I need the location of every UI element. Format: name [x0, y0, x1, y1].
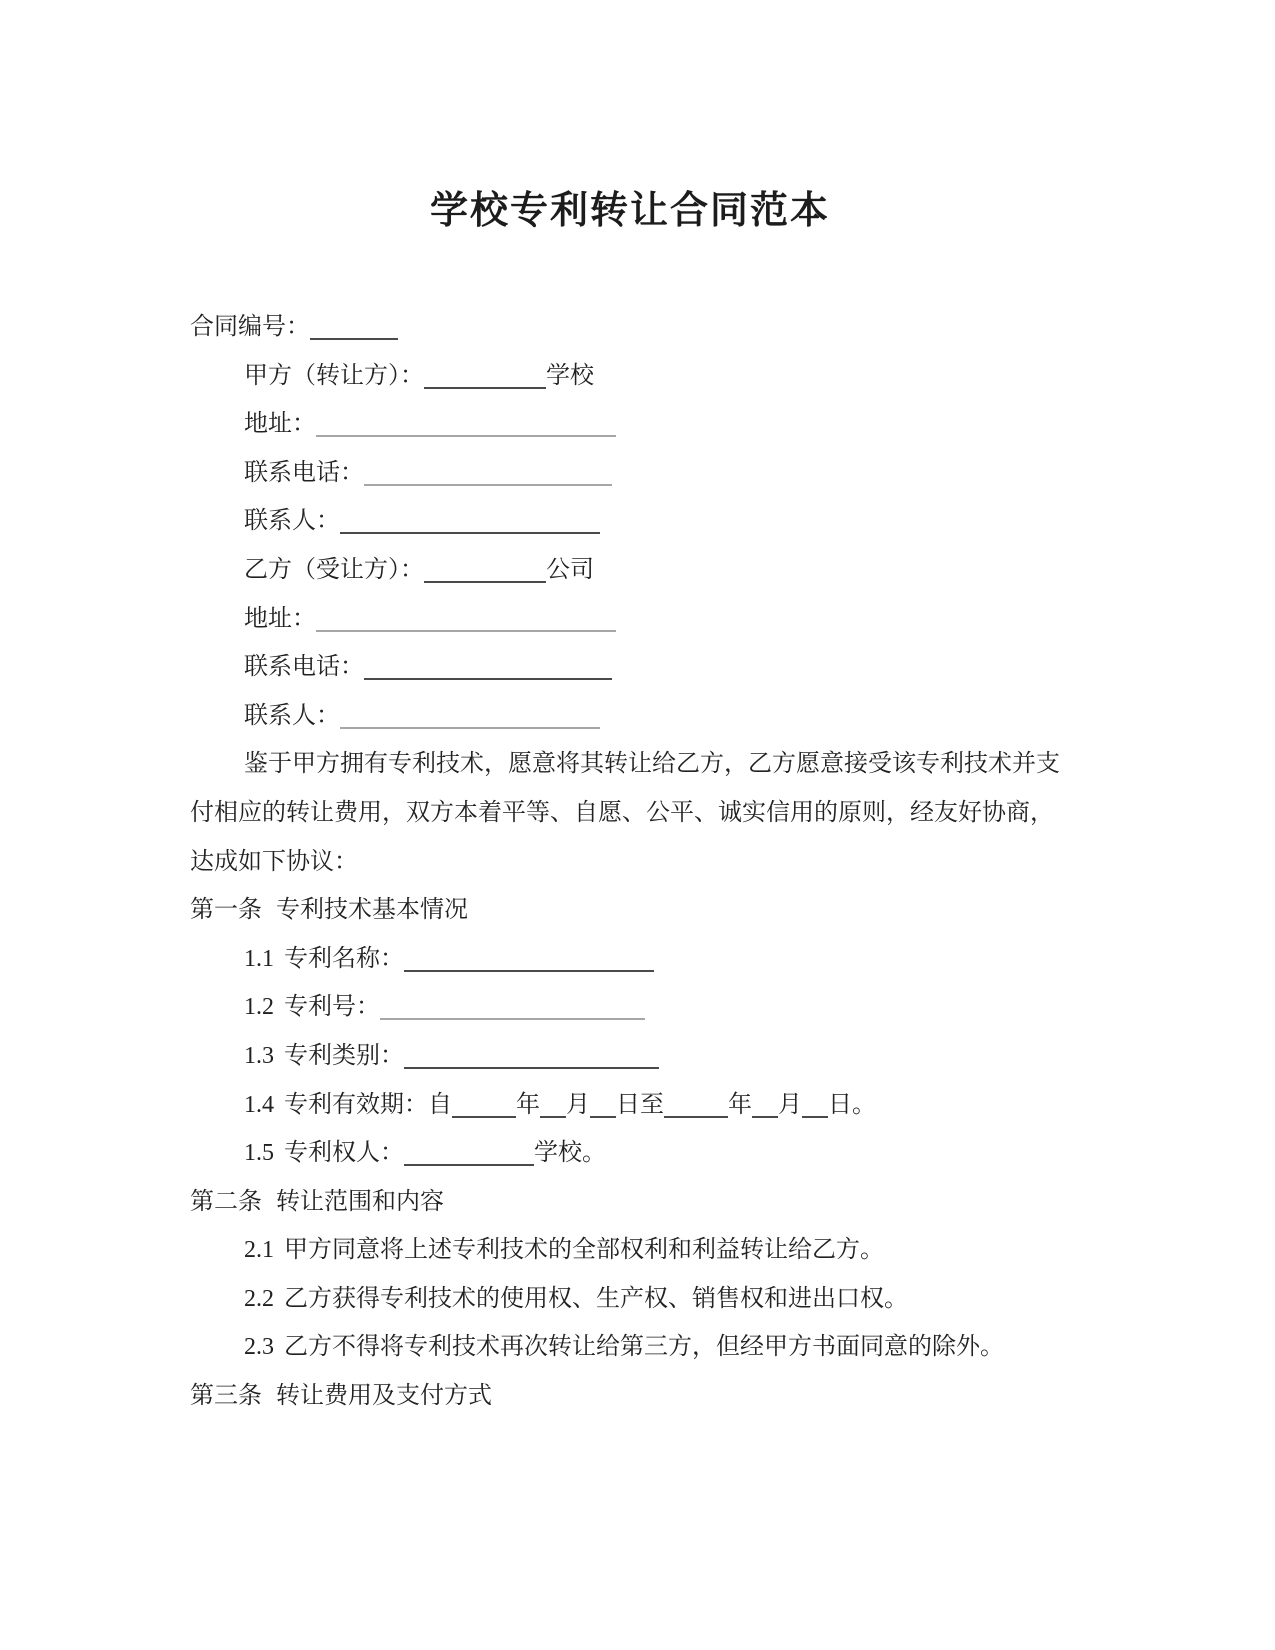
item-1-5-suffix: 学校。	[534, 1140, 606, 1167]
party-b-phone-line	[190, 643, 1070, 692]
preamble-paragraph: 鉴于甲方拥有专利技术，愿意将其转让给乙方，乙方愿意接受该专利技术并支付相应的转让费用，双方本着平等、自愿、公平、诚实信用的原则，经友好协商，达成如下协议：	[190, 751, 1060, 875]
month-text-2: 月	[778, 1091, 802, 1118]
article-1-number: 第一条	[190, 897, 262, 924]
article-1-heading	[190, 886, 1070, 935]
contract-number-label: 合同编号：	[190, 314, 310, 340]
address-label: 地址：	[244, 605, 316, 632]
contact-label: 联系人：	[244, 508, 340, 535]
patent-number-blank-field	[380, 988, 645, 1020]
item-1-5-label: 专利权人：	[284, 1140, 404, 1167]
article-3-heading	[190, 1372, 1070, 1421]
patentee-blank-field	[404, 1134, 534, 1166]
item-1-3-number: 1.3	[244, 1042, 274, 1069]
phone-label: 联系电话：	[244, 654, 364, 681]
contact-label: 联系人：	[244, 702, 340, 729]
item-1-2-label: 专利号：	[284, 994, 380, 1021]
item-2-2-text: 乙方获得专利技术的使用权、生产权、销售权和进出口权。	[284, 1285, 908, 1312]
party-a-address-line	[190, 400, 1070, 449]
item-1-4-label: 专利有效期：	[284, 1091, 428, 1118]
party-b-contact-blank-field	[340, 697, 600, 729]
item-2-3-text: 乙方不得将专利技术再次转让给第三方，但经甲方书面同意的除外。	[284, 1334, 1004, 1361]
month-text-1: 月	[566, 1091, 590, 1118]
party-b-address-blank-field	[316, 600, 616, 632]
end-day-blank-field	[802, 1086, 828, 1118]
item-1-3-label: 专利类别：	[284, 1042, 404, 1069]
item-2-2-number: 2.2	[244, 1285, 274, 1312]
item-1-4-number: 1.4	[244, 1091, 274, 1118]
item-2-3-line	[190, 1323, 1070, 1372]
party-a-address-blank-field	[316, 405, 616, 437]
start-year-blank-field	[452, 1086, 516, 1118]
year-text-2: 年	[728, 1091, 752, 1118]
party-a-phone-line	[190, 449, 1070, 498]
item-1-1-number: 1.1	[244, 945, 274, 972]
end-month-blank-field	[752, 1086, 778, 1118]
document-content	[190, 0, 1070, 1421]
item-1-5-number: 1.5	[244, 1140, 274, 1167]
address-label: 地址：	[244, 411, 316, 438]
article-3-title: 转让费用及支付方式	[276, 1383, 492, 1410]
party-a-label: 甲方（转让方）：	[244, 362, 424, 389]
contract-number-line	[190, 303, 1070, 352]
item-2-1-number: 2.1	[244, 1237, 274, 1264]
article-2-title: 转让范围和内容	[276, 1188, 444, 1215]
patent-name-blank-field	[404, 940, 654, 972]
item-2-1-line	[190, 1226, 1070, 1275]
start-day-blank-field	[590, 1086, 616, 1118]
phone-label: 联系电话：	[244, 459, 364, 486]
item-1-1-line	[190, 935, 1070, 984]
party-a-suffix: 学校	[546, 362, 594, 389]
party-a-contact-blank-field	[340, 502, 600, 534]
article-2-number: 第二条	[190, 1188, 262, 1215]
party-a-line	[190, 352, 1070, 401]
item-2-1-text: 甲方同意将上述专利技术的全部权利和利益转让给乙方。	[284, 1237, 884, 1264]
day-end-text: 日。	[828, 1091, 876, 1118]
party-a-contact-line	[190, 497, 1070, 546]
item-1-3-line	[190, 1032, 1070, 1081]
contract-number-blank-field	[310, 308, 398, 340]
validity-from-text: 自	[428, 1091, 452, 1118]
article-2-heading	[190, 1178, 1070, 1227]
document-title: 学校专利转让合同范本	[429, 190, 830, 232]
item-1-5-line	[190, 1129, 1070, 1178]
document-body	[190, 303, 1070, 1421]
article-3-number: 第三条	[190, 1383, 262, 1410]
item-1-2-line	[190, 983, 1070, 1032]
item-2-2-line	[190, 1275, 1070, 1324]
party-b-contact-line	[190, 692, 1070, 741]
article-1-title: 专利技术基本情况	[276, 897, 468, 924]
party-b-phone-blank-field	[364, 648, 612, 680]
item-1-1-label: 专利名称：	[284, 945, 404, 972]
patent-category-blank-field	[404, 1037, 659, 1069]
party-a-phone-blank-field	[364, 454, 612, 486]
party-b-line	[190, 546, 1070, 595]
item-1-2-number: 1.2	[244, 994, 274, 1021]
year-text-1: 年	[516, 1091, 540, 1118]
party-b-suffix: 公司	[546, 556, 594, 583]
party-b-name-blank-field	[424, 551, 546, 583]
end-year-blank-field	[664, 1086, 728, 1118]
party-a-name-blank-field	[424, 357, 546, 389]
start-month-blank-field	[540, 1086, 566, 1118]
item-1-4-line	[190, 1081, 1070, 1130]
party-b-address-line	[190, 595, 1070, 644]
party-b-label: 乙方（受让方）：	[244, 556, 424, 583]
day-to-text: 日至	[616, 1091, 664, 1118]
item-2-3-number: 2.3	[244, 1334, 274, 1361]
